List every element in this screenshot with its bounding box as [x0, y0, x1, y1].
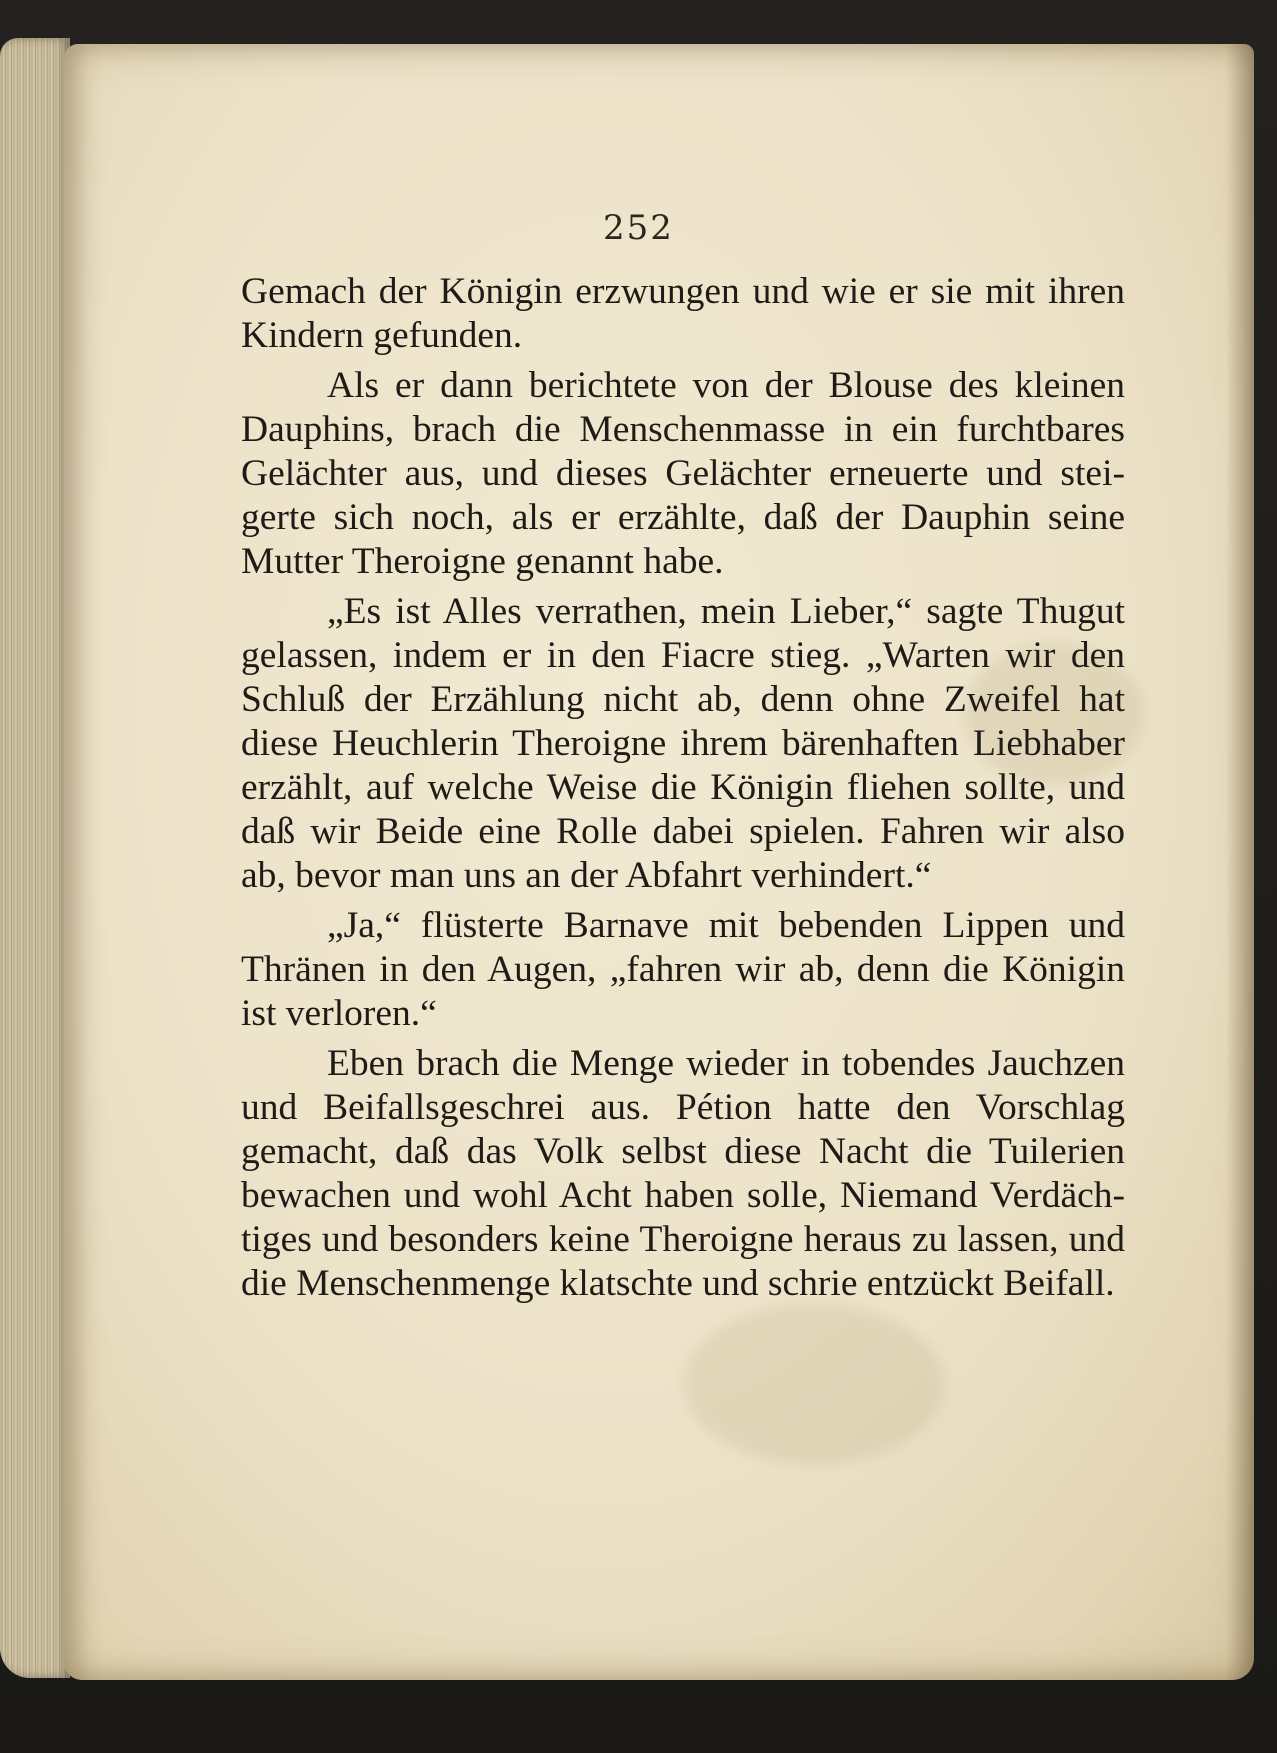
body-text — [241, 270, 1125, 1312]
paragraph: Eben brach die Menge wieder in tobendes Jauchzen und Beifallsgeschrei aus. Pétion hatte den Vorschlag gemacht, daß das Volk selbst diese Nacht die Tuilerien bewachen und wohl Acht haben solle, Niemand Verdächtiges und besonders keine Theroigne heraus zu lassen, und die Menschenmenge klatschte und schrie entzückt Beifall. — [241, 1043, 1125, 1304]
page-gutter-shadow — [1226, 44, 1254, 1680]
paragraph: „Es ist Alles verrathen, mein Lieber,“ sagte Thugut gelassen, indem er in den Fiacre stieg. „Warten wir den Schluß der Erzählung nicht ab, denn ohne Zweifel hat diese Heuchlerin Theroigne ihrem bärenhaften Liebhaber erzählt, auf welche Weise die Königin fliehen sollte, und daß wir Beide eine Rolle dabei spielen. Fahren wir also ab, bevor man uns an der Abfahrt verhindert.“ — [241, 591, 1125, 896]
paragraph: „Ja,“ flüsterte Barnave mit bebenden Lippen und Thränen in den Augen, „fahren wir ab, denn die Königin ist verloren.“ — [241, 905, 1125, 1034]
paragraph: Als er dann berichtete von der Blouse des kleinen Dauphins, brach die Menschenmasse in ein furchtbares Gelächter aus, und dieses Gelächter erneuerte und steigerte sich noch, als er erzählte, daß der Dauphin seine Mutter Theroigne genannt habe. — [241, 365, 1125, 582]
page-number: 252 — [603, 208, 674, 248]
book-page-edges — [0, 38, 70, 1678]
paper-stain — [684, 1304, 944, 1464]
paragraph: Gemach der Königin erzwungen und wie er sie mit ihren Kindern gefunden. — [241, 271, 1125, 356]
